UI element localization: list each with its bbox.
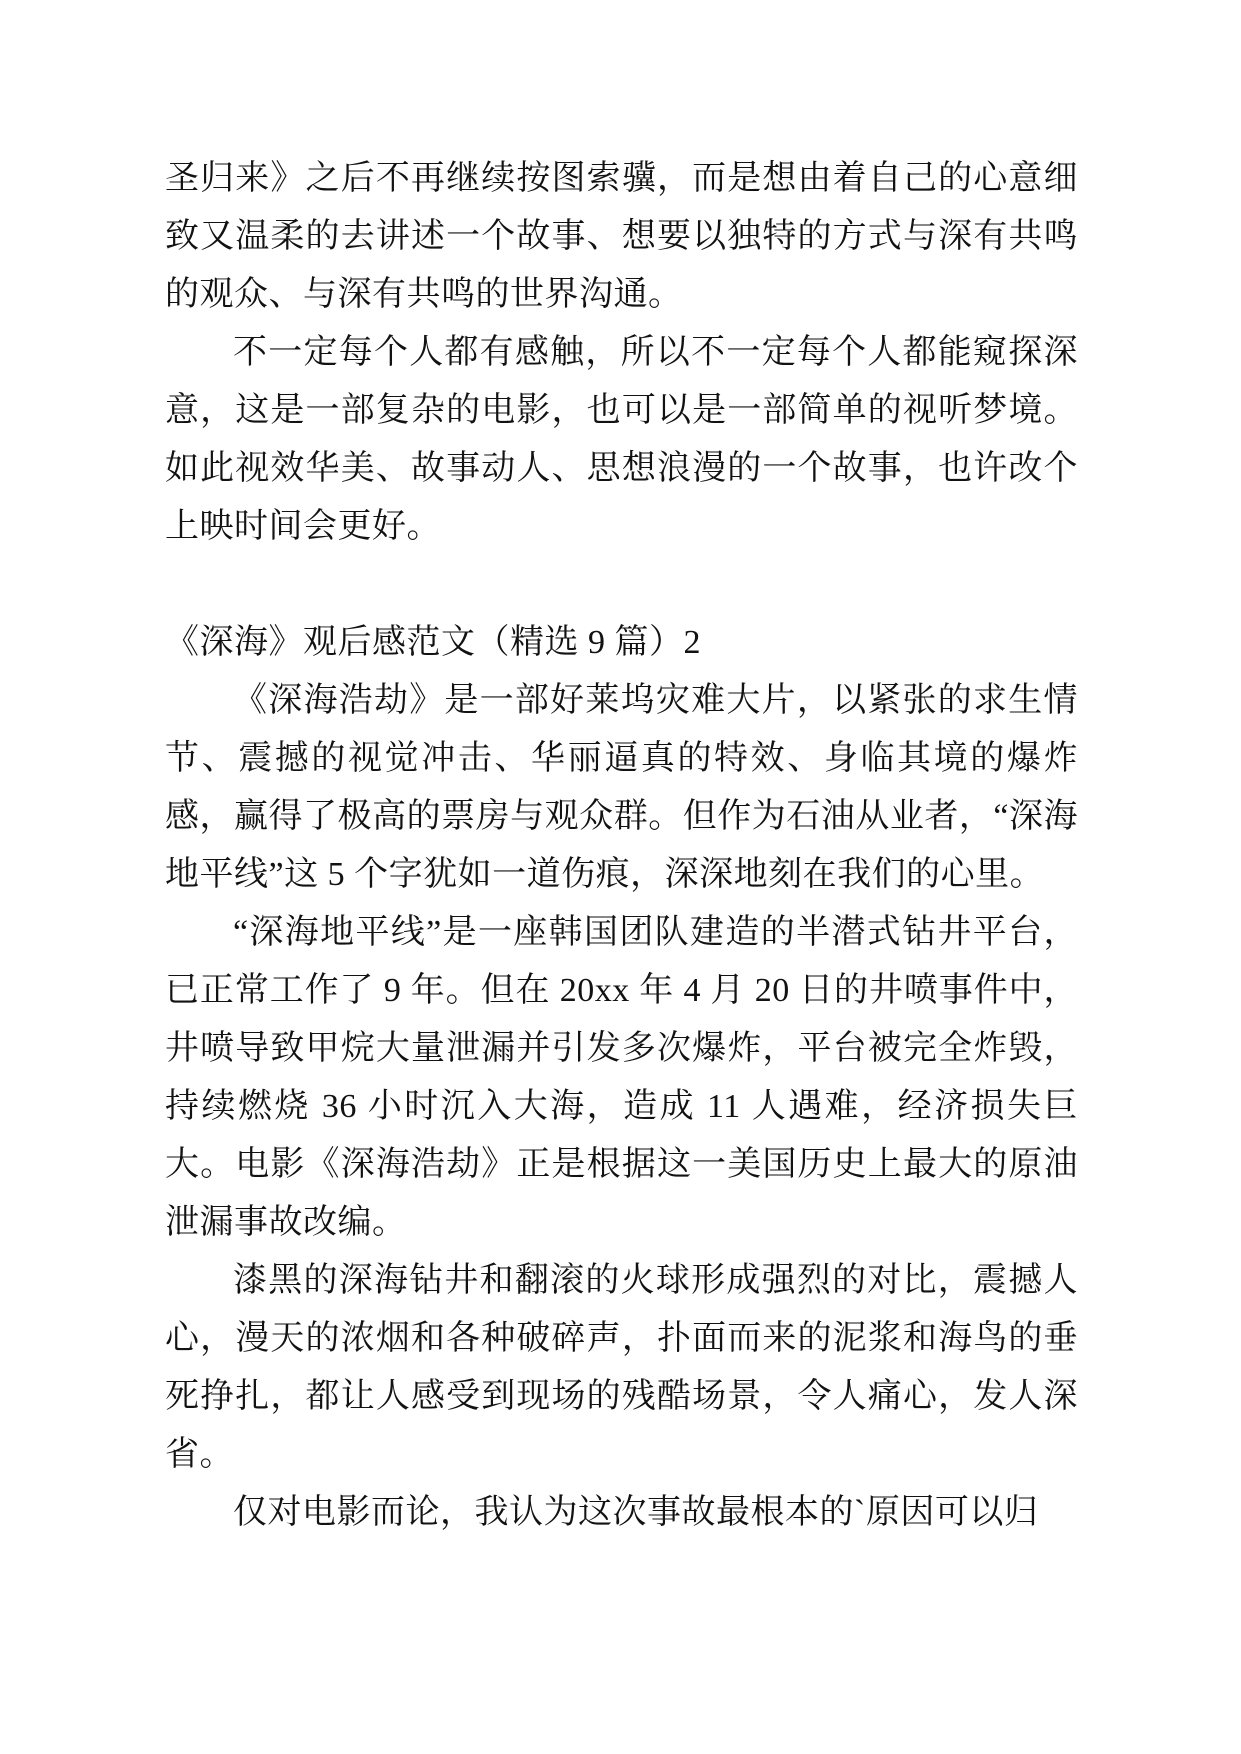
- body-paragraph: 《深海浩劫》是一部好莱坞灾难大片，以紧张的求生情节、震撼的视觉冲击、华丽逼真的特效、身临其境的爆炸感，赢得了极高的票房与观众群。但作为石油从业者，“深海地平线”这 5 个字犹如一道伤痕，深深地刻在我们的心里。: [165, 682, 1078, 893]
- body-paragraph-cut-off-at-page-bottom: 仅对电影而论，我认为这次事故最根本的`原因可以归: [233, 1494, 1039, 1531]
- body-paragraph: “深海地平线”是一座韩国团队建造的半潜式钻井平台，已正常工作了 9 年。但在 20xx 年 4 月 20 日的井喷事件中，井喷导致甲烷大量泄漏并引发多次爆炸，平台被完全炸毁，持续燃烧 36 小时沉入大海，造成 11 人遇难，经济损失巨大。电影《深海浩劫》正是根据这一美国历史上最大的原油泄漏事故改编。: [165, 914, 1078, 1241]
- section-heading: 《深海》观后感范文（精选 9 篇）2: [165, 624, 701, 661]
- body-paragraph: 不一定每个人都有感触，所以不一定每个人都能窥探深意，这是一部复杂的电影，也可以是一部简单的视听梦境。如此视效华美、故事动人、思想浪漫的一个故事，也许改个上映时间会更好。: [165, 334, 1078, 545]
- blank-line: [165, 556, 1078, 614]
- paragraph-continuation-from-previous-page: 圣归来》之后不再继续按图索骥，而是想由着自己的心意细致又温柔的去讲述一个故事、想要以独特的方式与深有共鸣的观众、与深有共鸣的世界沟通。: [165, 160, 1078, 313]
- body-paragraph: 漆黑的深海钻井和翻滚的火球形成强烈的对比，震撼人心，漫天的浓烟和各种破碎声，扑面而来的泥浆和海鸟的垂死挣扎，都让人感受到现场的残酷场景，令人痛心，发人深省。: [165, 1262, 1078, 1473]
